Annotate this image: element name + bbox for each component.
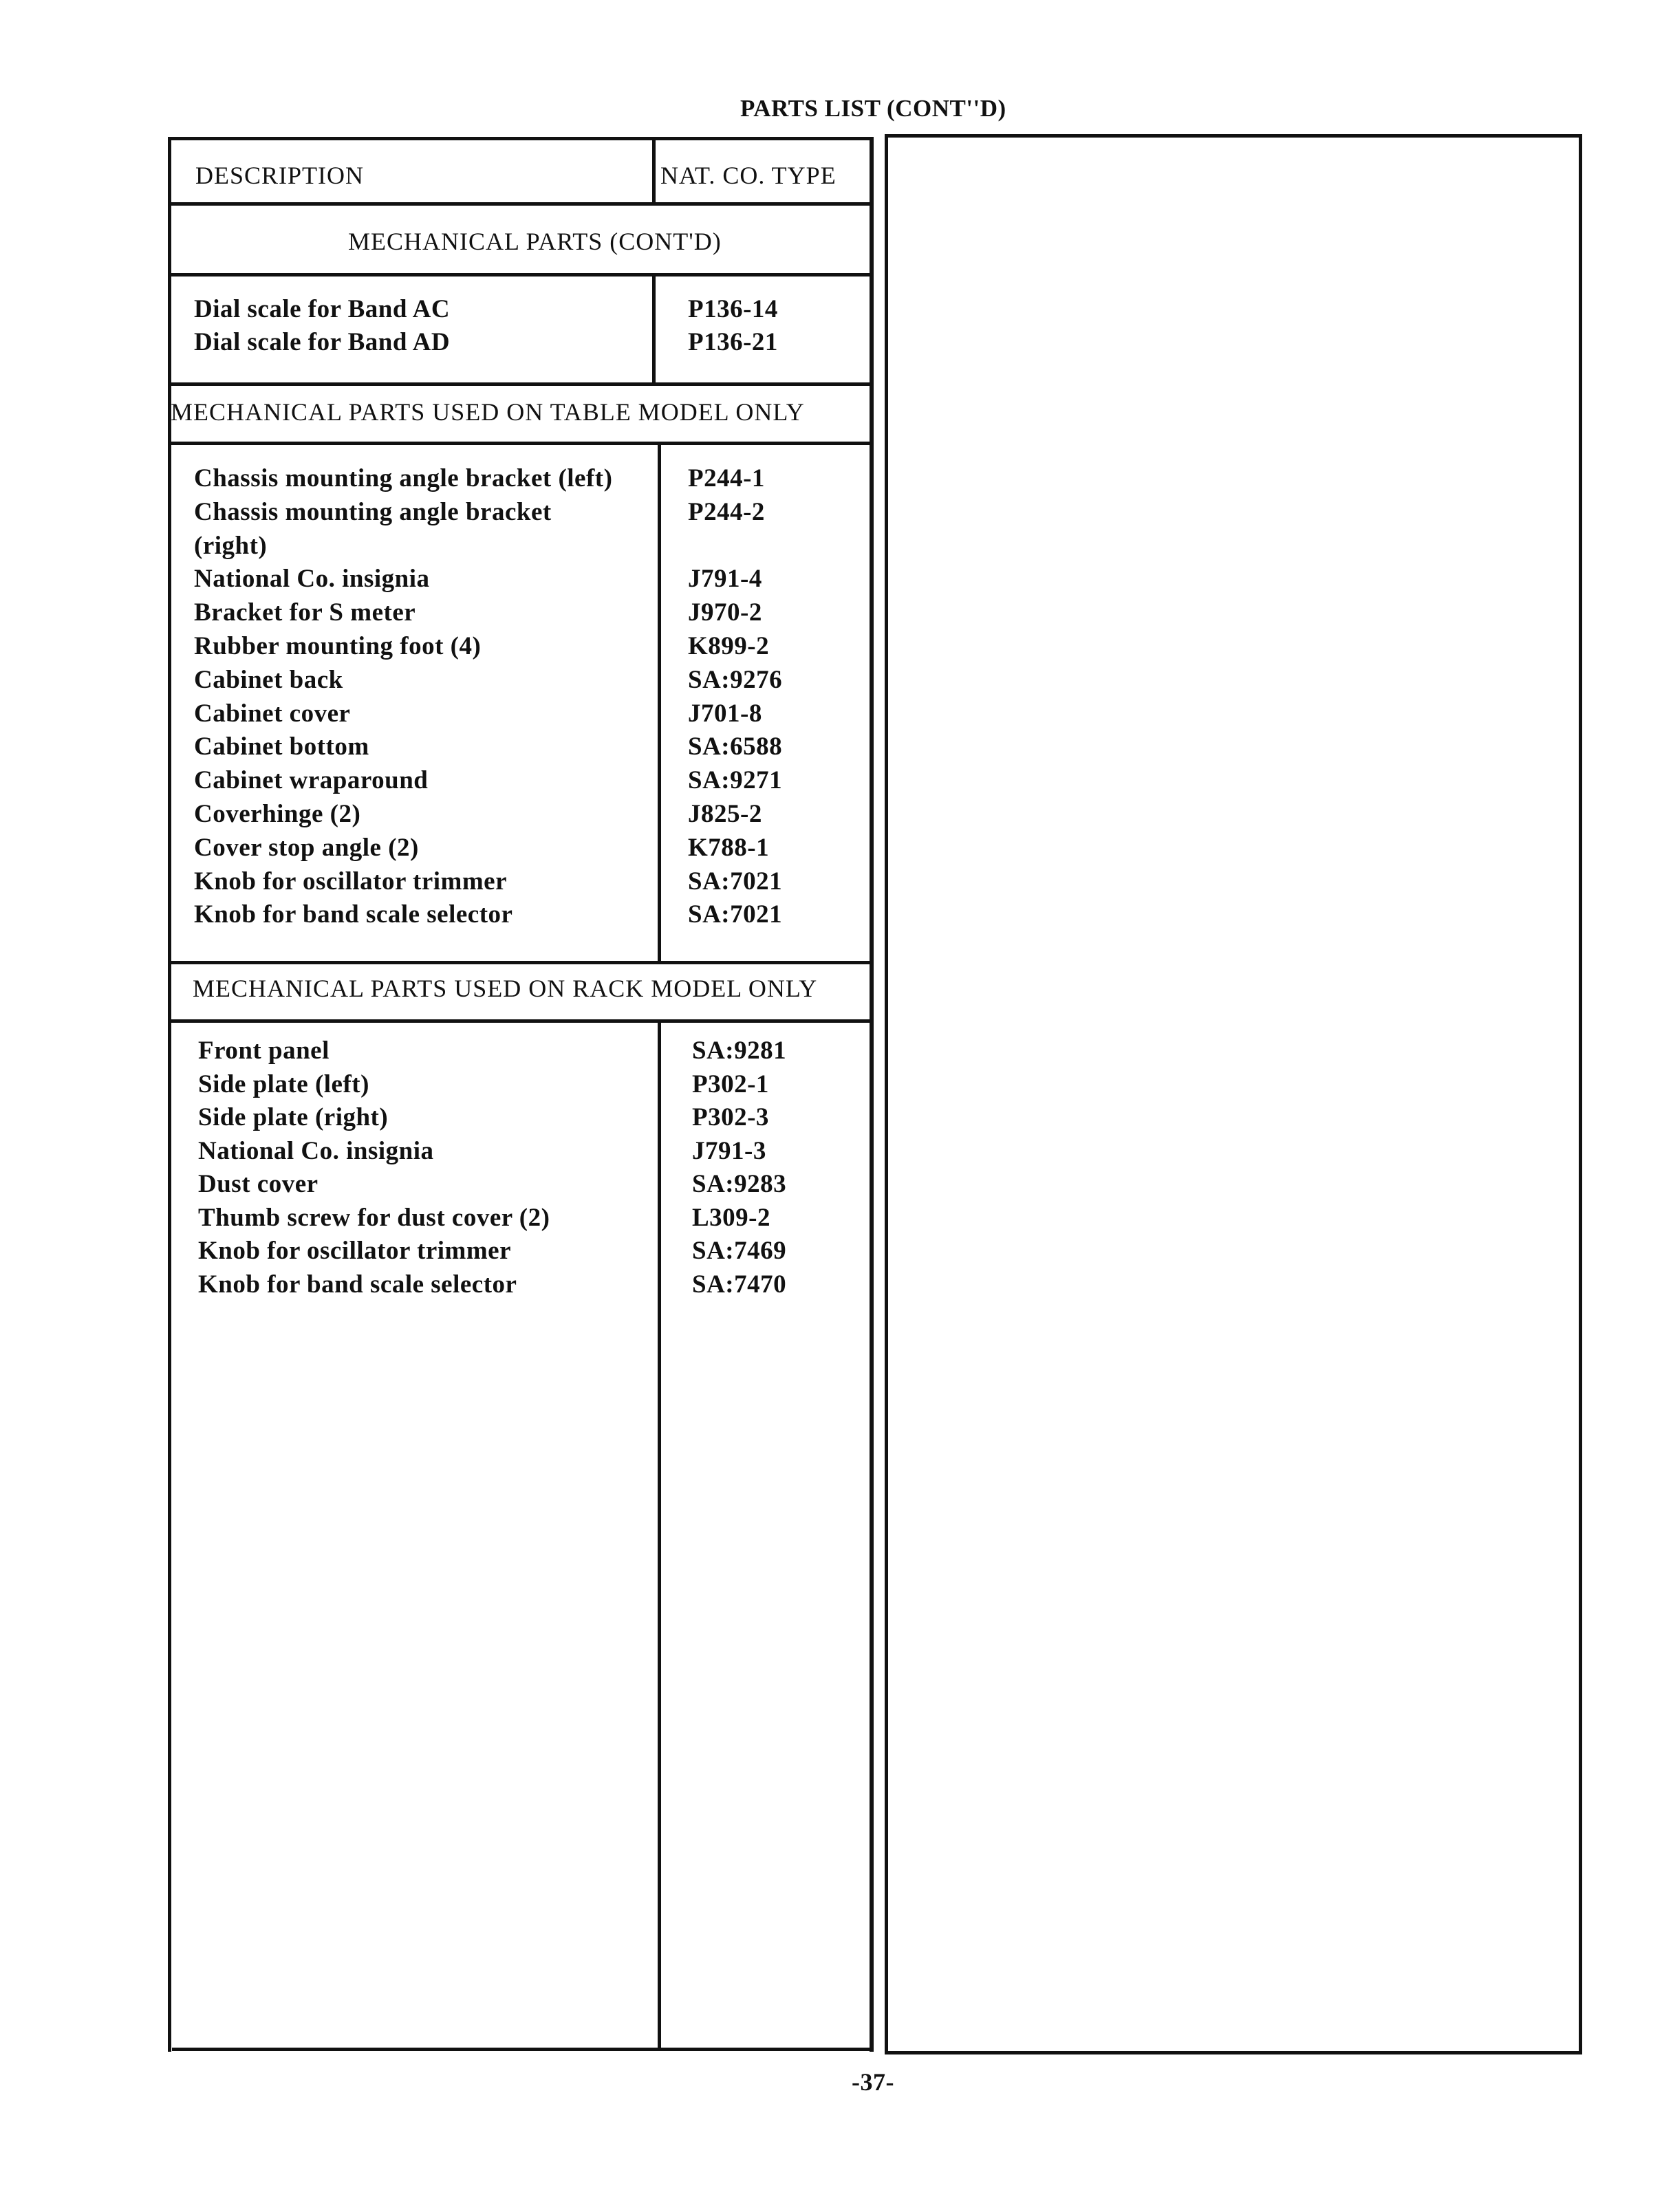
part-description: Chassis mounting angle bracket (194, 498, 552, 526)
part-type: P302-3 (692, 1103, 769, 1131)
part-description: Chassis mounting angle bracket (left) (194, 464, 613, 492)
part-description: National Co. insignia (198, 1137, 434, 1165)
part-description: Front panel (198, 1037, 330, 1065)
part-type: K788-1 (688, 834, 770, 862)
divider (168, 961, 874, 964)
part-description: Cabinet back (194, 666, 343, 694)
part-description: Dial scale for Band AC (194, 295, 451, 323)
divider (168, 273, 874, 276)
part-type: J825-2 (688, 800, 762, 828)
part-type: SA:9281 (692, 1037, 787, 1065)
page-title: PARTS LIST (CONT''D) (740, 95, 1006, 122)
column-divider (658, 442, 661, 963)
part-type: J791-3 (692, 1137, 766, 1165)
part-description: Side plate (right) (198, 1103, 389, 1131)
part-description: (right) (194, 532, 268, 560)
part-type: SA:9276 (688, 666, 783, 694)
column-divider (652, 137, 656, 204)
part-type: P244-1 (688, 464, 765, 492)
part-type: SA:9271 (688, 766, 783, 794)
part-type: L309-2 (692, 1204, 770, 1232)
table-top-border (168, 137, 874, 140)
part-description: Knob for oscillator trimmer (194, 867, 508, 896)
part-type: SA:7021 (688, 867, 783, 896)
table-bottom-border (172, 2048, 874, 2051)
divider (168, 382, 874, 386)
part-type: SA:7470 (692, 1270, 787, 1299)
part-description: Dust cover (198, 1170, 319, 1198)
part-type: P136-14 (688, 295, 778, 323)
part-description: Cabinet wraparound (194, 766, 429, 794)
part-description: Rubber mounting foot (4) (194, 632, 482, 660)
part-description: Dial scale for Band AD (194, 328, 451, 356)
section-title: MECHANICAL PARTS USED ON TABLE MODEL ONLY (171, 398, 805, 426)
part-type: K899-2 (688, 632, 770, 660)
part-type: J791-4 (688, 565, 762, 593)
divider (168, 202, 874, 206)
part-type: SA:7021 (688, 900, 783, 929)
part-type: P302-1 (692, 1070, 769, 1098)
part-type: SA:7469 (692, 1237, 787, 1265)
part-description: Bracket for S meter (194, 598, 416, 627)
header-type: NAT. CO. TYPE (660, 162, 837, 189)
blank-panel (885, 134, 1582, 2054)
divider (168, 442, 874, 445)
part-description: Knob for band scale selector (198, 1270, 517, 1299)
divider (168, 1019, 874, 1023)
part-type: J701-8 (688, 700, 762, 728)
part-description: Thumb screw for dust cover (2) (198, 1204, 550, 1232)
part-type: J970-2 (688, 598, 762, 627)
part-description: National Co. insignia (194, 565, 430, 593)
column-divider (658, 1019, 661, 2050)
part-description: Cover stop angle (2) (194, 834, 419, 862)
part-description: Knob for band scale selector (194, 900, 513, 929)
part-type: SA:9283 (692, 1170, 787, 1198)
part-type: SA:6588 (688, 733, 783, 761)
section-title: MECHANICAL PARTS USED ON RACK MODEL ONLY (193, 975, 818, 1002)
header-description: DESCRIPTION (195, 162, 365, 189)
part-type: P136-21 (688, 328, 778, 356)
section-title: MECHANICAL PARTS (CONT'D) (348, 228, 722, 255)
part-description: Side plate (left) (198, 1070, 369, 1098)
part-description: Coverhinge (2) (194, 800, 361, 828)
part-description: Cabinet bottom (194, 733, 369, 761)
part-description: Cabinet cover (194, 700, 351, 728)
part-description: Knob for oscillator trimmer (198, 1237, 512, 1265)
part-type: P244-2 (688, 498, 765, 526)
table-right-border (870, 137, 874, 2052)
column-divider (652, 273, 656, 384)
page-number: -37- (852, 2068, 894, 2096)
